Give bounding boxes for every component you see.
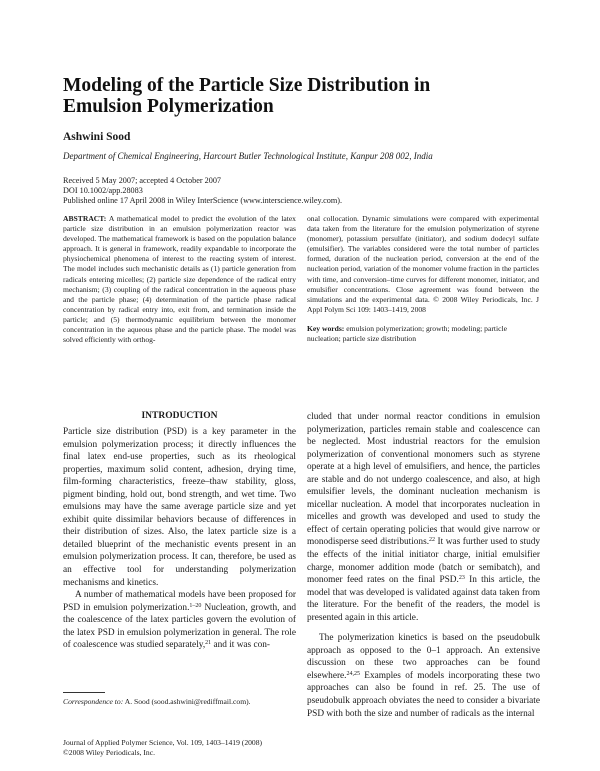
- keywords-text: emulsion polymerization; growth; modeling; particle nucleation; particle size distribution: [307, 324, 507, 344]
- article-dates: [63, 176, 342, 206]
- right-p2-text-a: The polymerization kinetics is based on the pseudobulk approach as opposed to the 0–1 approach. An extensive discussion on these two approaches can be found elsewhere.: [307, 633, 540, 681]
- correspondence-note: [63, 697, 296, 707]
- doi: DOI 10.1002/app.28083: [63, 186, 143, 195]
- article-title: [63, 75, 543, 117]
- intro-p2-text-a: A number of mathematical models have been proposed for PSD in emulsion polymerization.: [63, 590, 296, 613]
- right-p1-text-a: cluded that under normal reactor conditions in emulsion polymerization, particles remain stable and coalescence can be neglected. Most industrial reactors for the emulsion polymerization of conventional monomers such as styrene operate at a high level of emulsifiers, and hence, the particles are stable and do not undergo coalescence, and also, at high emulsifier levels, the dominant nucleation mechanism is micellar nucleation. A model that incorporates nucleation in micelles and growth was developed and used to study the effect of certain operating policies that would give narrow or monodisperse seed distributions.: [307, 412, 540, 548]
- correspondence-label: Correspondence to:: [63, 697, 124, 706]
- right-column: [307, 411, 540, 720]
- intro-paragraph-2: [63, 589, 296, 652]
- abstract-label: ABSTRACT:: [63, 214, 107, 223]
- intro-p2-text-b: Nucleation, growth, and the coalescence of the latex particles govern the evolution of the latex PSD in emulsion polymerization in general. The role of coalescence was studied separately,: [63, 602, 296, 651]
- abstract-right: onal collocation. Dynamic simulations were compared with experimental data taken from the literature for the emulsion polymerization of styrene (monomer), potassium persulfate (initiator), and sodium dodecyl sulfate (emulsifier). The variables considered were the total number of particles formed, duration of the nucleation period, conversion at the end of the nucleation period, variation of the monomer volume fraction in the particles with time, and conversion–time curves for different monomer, initiator, and emulsifier concentrations. Close agreement was found between the simulations and the experimental data. © 2008 Wiley Periodicals, Inc. J Appl Polym Sci 109: 1403–1419, 2008: [307, 214, 539, 314]
- citation-ref: 22: [429, 537, 436, 544]
- journal-citation: Journal of Applied Polymer Science, Vol. 109, 1403–1419 (2008): [63, 738, 263, 747]
- abstract-left: [63, 214, 296, 345]
- keywords-label: Key words:: [307, 324, 345, 333]
- left-column: [63, 426, 296, 652]
- right-p2-text-b: Examples of models incorporating these two approaches can also be found in ref. 25. The use of pseudobulk approach obviates the need to consider a bivariate PSD with both the size and number of radicals as the internal: [307, 670, 540, 719]
- right-paragraph-2: [307, 632, 540, 720]
- introduction-heading: INTRODUCTION: [141, 411, 218, 421]
- copyright: ©2008 Wiley Periodicals, Inc.: [63, 748, 155, 757]
- citation-ref: 21: [205, 640, 212, 647]
- citation-ref: 23: [458, 575, 465, 582]
- footnote-divider: [63, 692, 105, 693]
- author-name: Ashwini Sood: [63, 131, 131, 143]
- author-affiliation: Department of Chemical Engineering, Harcourt Butler Technological Institute, Kanpur 208 002, India: [63, 151, 433, 161]
- citation-ref: 1–20: [189, 602, 202, 609]
- published-online: Published online 17 April 2008 in Wiley InterScience (www.interscience.wiley.com).: [63, 196, 343, 205]
- received-date: Received 5 May 2007; accepted 4 October 2007: [63, 176, 222, 185]
- abstract-text-left: A mathematical model to predict the evolution of the latex particle size distribution in an emulsion polymerization reactor was developed. The mathematical framework is based on the population balance approach. It is general in framework, readily expandable to incorporate the physiochemical phenomena of interest to the reacting system of interest. The model includes such mechanistic details as (1) particle generation from radicals entering micelles; (2) particle size dependence of the radical entry mechanism; (3) coupling of the radical concentration in the aqueous phase and the particle phase; (4) determination of the particle phase radical concentration by radical entry into, exit from, and termination inside the particle; and (5) thermodynamic equilibrium between the monomer concentration in the aqueous phase and the particle phase. The model was solved efficiently with orthog-: [63, 214, 296, 345]
- keywords: [307, 324, 539, 344]
- right-paragraph-1: [307, 411, 540, 624]
- title-line-1: Modeling of the Particle Size Distribution in: [63, 75, 431, 96]
- intro-p2-text-c: and it was con-: [211, 640, 271, 651]
- correspondence-text: A. Sood (sood.ashwini@rediffmail.com).: [123, 697, 251, 706]
- journal-info: [63, 738, 296, 758]
- intro-paragraph-1: Particle size distribution (PSD) is a key parameter in the emulsion polymerization process; it directly influences the final latex end-use properties, such as its rheological properties, maximum solid content, adhesion, drying time, film-forming characteristics, freeze–thaw stability, gloss, pigment binding, hold out, bond strength, and wet time. Two emulsions may have the same average particle size and yet exhibit quite dissimilar behaviors because of differences in their distribution of sizes. Also, the latex particle size is a detailed blueprint of the mechanistic events present in an emulsion polymerization process. It can, therefore, be used as an effective tool for understanding polymerization mechanisms and kinetics.: [63, 427, 296, 588]
- citation-ref: 24,25: [346, 670, 360, 677]
- right-p1-text-c: In this article, the model that was developed is validated against data taken from the literature. For the benefit of the readers, the model is presented again in this article.: [307, 575, 540, 623]
- right-p1-text-b: It was further used to study the effects of the initial initiator charge, initial emulsifier charge, monomer addition mode (batch or semibatch), and monomer feed rates on the final PSD.: [307, 537, 541, 586]
- title-line-2: Emulsion Polymerization: [63, 96, 274, 117]
